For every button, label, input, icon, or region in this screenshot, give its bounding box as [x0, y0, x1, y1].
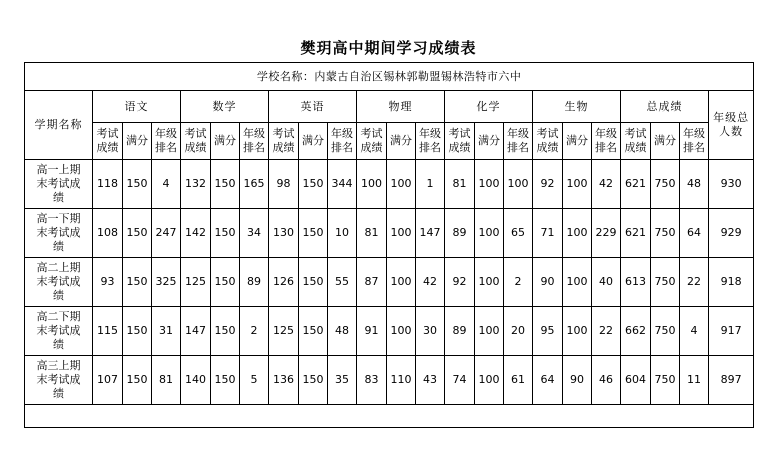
score-cell: 100 — [475, 160, 504, 209]
score-cell: 142 — [181, 209, 211, 258]
subject-header: 英语 — [269, 91, 357, 123]
score-cell: 83 — [357, 356, 387, 405]
score-cell: 100 — [475, 209, 504, 258]
score-cell: 90 — [533, 258, 563, 307]
score-cell: 55 — [328, 258, 357, 307]
sub-header: 年级排名 — [683, 127, 705, 154]
total-students-cell: 897 — [709, 356, 754, 405]
empty-footer-cell — [25, 405, 754, 428]
score-cell: 100 — [504, 160, 533, 209]
total-students-header-cell — [709, 91, 754, 160]
sub-header-cell — [475, 123, 504, 160]
score-cell: 22 — [592, 307, 621, 356]
sub-header: 考试成绩 — [536, 127, 559, 154]
sub-header: 年级排名 — [243, 127, 265, 154]
sub-header-cell — [533, 123, 563, 160]
score-cell: 150 — [299, 307, 328, 356]
row-label: 高一下期末考试成绩 — [36, 212, 81, 253]
table-row — [25, 160, 754, 209]
score-cell: 613 — [621, 258, 651, 307]
sub-header-cell — [592, 123, 621, 160]
score-cell: 100 — [563, 258, 592, 307]
score-cell: 150 — [211, 160, 240, 209]
score-cell: 100 — [387, 258, 416, 307]
score-cell: 750 — [651, 160, 680, 209]
sub-header-cell — [269, 123, 299, 160]
score-cell: 92 — [533, 160, 563, 209]
score-cell: 2 — [240, 307, 269, 356]
sub-header: 满分 — [478, 134, 500, 147]
page-title: 樊玥高中期间学习成绩表 — [300, 39, 477, 57]
score-cell: 98 — [269, 160, 299, 209]
score-cell: 89 — [445, 307, 475, 356]
score-cell: 1 — [416, 160, 445, 209]
score-cell: 150 — [211, 209, 240, 258]
row-label: 高二下期末考试成绩 — [36, 310, 81, 351]
score-cell: 165 — [240, 160, 269, 209]
score-cell: 81 — [445, 160, 475, 209]
empty-footer-row — [25, 405, 754, 428]
score-cell: 100 — [475, 307, 504, 356]
sub-header-cell — [563, 123, 592, 160]
sub-header: 考试成绩 — [360, 127, 383, 154]
score-cell: 150 — [211, 307, 240, 356]
score-cell: 100 — [475, 258, 504, 307]
score-cell: 42 — [416, 258, 445, 307]
score-cell: 147 — [416, 209, 445, 258]
score-cell: 750 — [651, 307, 680, 356]
score-cell: 74 — [445, 356, 475, 405]
sub-header-cell — [328, 123, 357, 160]
score-cell: 100 — [563, 209, 592, 258]
sub-header-cell — [387, 123, 416, 160]
score-cell: 100 — [563, 307, 592, 356]
score-cell: 118 — [93, 160, 123, 209]
row-label-cell — [25, 209, 93, 258]
score-cell: 2 — [504, 258, 533, 307]
score-cell: 89 — [445, 209, 475, 258]
score-cell: 750 — [651, 258, 680, 307]
score-cell: 64 — [533, 356, 563, 405]
score-cell: 132 — [181, 160, 211, 209]
row-label: 高二上期末考试成绩 — [36, 261, 81, 302]
score-cell: 150 — [299, 209, 328, 258]
sub-header-cell — [651, 123, 680, 160]
score-cell: 42 — [592, 160, 621, 209]
sub-header: 考试成绩 — [184, 127, 207, 154]
total-students-cell: 917 — [709, 307, 754, 356]
sub-header: 满分 — [302, 134, 324, 147]
score-cell: 89 — [240, 258, 269, 307]
score-cell: 150 — [123, 356, 152, 405]
sub-header-cell — [211, 123, 240, 160]
score-cell: 115 — [93, 307, 123, 356]
sub-header-cell — [416, 123, 445, 160]
subject-header: 数学 — [181, 91, 269, 123]
score-cell: 90 — [563, 356, 592, 405]
score-cell: 61 — [504, 356, 533, 405]
score-cell: 247 — [152, 209, 181, 258]
score-cell: 31 — [152, 307, 181, 356]
score-cell: 93 — [93, 258, 123, 307]
score-cell: 229 — [592, 209, 621, 258]
score-cell: 10 — [328, 209, 357, 258]
score-cell: 130 — [269, 209, 299, 258]
score-cell: 126 — [269, 258, 299, 307]
row-label-cell — [25, 258, 93, 307]
subject-header: 生物 — [533, 91, 621, 123]
score-cell: 46 — [592, 356, 621, 405]
score-cell: 71 — [533, 209, 563, 258]
table-row — [25, 356, 754, 405]
table-row — [25, 258, 754, 307]
total-students-cell: 930 — [709, 160, 754, 209]
subject-header: 化学 — [445, 91, 533, 123]
score-cell: 100 — [563, 160, 592, 209]
score-cell: 150 — [211, 258, 240, 307]
score-cell: 95 — [533, 307, 563, 356]
sub-header: 年级排名 — [331, 127, 353, 154]
score-cell: 87 — [357, 258, 387, 307]
score-cell: 150 — [123, 307, 152, 356]
sub-header: 满分 — [390, 134, 412, 147]
row-label-cell — [25, 356, 93, 405]
sub-header-cell — [181, 123, 211, 160]
sub-header-cell — [357, 123, 387, 160]
score-cell: 11 — [680, 356, 709, 405]
score-cell: 5 — [240, 356, 269, 405]
score-cell: 150 — [299, 258, 328, 307]
score-cell: 4 — [680, 307, 709, 356]
score-cell: 48 — [680, 160, 709, 209]
sub-header: 考试成绩 — [272, 127, 295, 154]
score-cell: 150 — [123, 209, 152, 258]
score-cell: 621 — [621, 160, 651, 209]
subject-header: 总成绩 — [621, 91, 709, 123]
score-cell: 100 — [475, 356, 504, 405]
score-cell: 43 — [416, 356, 445, 405]
period-header: 学期名称 — [25, 91, 93, 160]
score-cell: 140 — [181, 356, 211, 405]
score-cell: 750 — [651, 356, 680, 405]
score-cell: 100 — [357, 160, 387, 209]
score-cell: 64 — [680, 209, 709, 258]
grades-table — [24, 62, 754, 428]
sub-header: 满分 — [566, 134, 588, 147]
row-label: 高三上期末考试成绩 — [36, 359, 81, 400]
sub-header: 年级排名 — [595, 127, 617, 154]
total-students-cell: 918 — [709, 258, 754, 307]
score-cell: 325 — [152, 258, 181, 307]
sub-header: 满分 — [214, 134, 236, 147]
score-cell: 65 — [504, 209, 533, 258]
score-cell: 110 — [387, 356, 416, 405]
sub-header-cell — [240, 123, 269, 160]
score-cell: 48 — [328, 307, 357, 356]
sub-header: 考试成绩 — [96, 127, 119, 154]
score-cell: 344 — [328, 160, 357, 209]
score-cell: 604 — [621, 356, 651, 405]
score-cell: 100 — [387, 160, 416, 209]
score-cell: 91 — [357, 307, 387, 356]
total-students-header: 年级总人数 — [713, 111, 750, 138]
sub-header: 年级排名 — [155, 127, 177, 154]
total-students-cell: 929 — [709, 209, 754, 258]
score-cell: 20 — [504, 307, 533, 356]
score-cell: 100 — [387, 307, 416, 356]
sub-header-cell — [680, 123, 709, 160]
score-cell: 662 — [621, 307, 651, 356]
sub-header-cell — [152, 123, 181, 160]
sub-header-cell — [621, 123, 651, 160]
score-cell: 125 — [181, 258, 211, 307]
score-cell: 136 — [269, 356, 299, 405]
sub-header-cell — [504, 123, 533, 160]
sub-header-cell — [299, 123, 328, 160]
score-cell: 40 — [592, 258, 621, 307]
score-cell: 4 — [152, 160, 181, 209]
score-cell: 34 — [240, 209, 269, 258]
score-cell: 150 — [123, 258, 152, 307]
score-cell: 22 — [680, 258, 709, 307]
score-cell: 150 — [123, 160, 152, 209]
sub-header: 考试成绩 — [448, 127, 471, 154]
score-cell: 92 — [445, 258, 475, 307]
score-cell: 100 — [387, 209, 416, 258]
sub-header: 满分 — [654, 134, 676, 147]
subject-header: 语文 — [93, 91, 181, 123]
sub-header: 满分 — [126, 134, 148, 147]
score-cell: 750 — [651, 209, 680, 258]
subject-header: 物理 — [357, 91, 445, 123]
row-label-cell — [25, 160, 93, 209]
score-cell: 35 — [328, 356, 357, 405]
score-cell: 81 — [152, 356, 181, 405]
score-cell: 621 — [621, 209, 651, 258]
row-label: 高一上期末考试成绩 — [36, 163, 81, 204]
row-label-cell — [25, 307, 93, 356]
sub-header: 年级排名 — [419, 127, 441, 154]
score-cell: 107 — [93, 356, 123, 405]
score-cell: 147 — [181, 307, 211, 356]
score-cell: 125 — [269, 307, 299, 356]
score-cell: 30 — [416, 307, 445, 356]
score-cell: 150 — [299, 160, 328, 209]
table-row — [25, 209, 754, 258]
table-row — [25, 307, 754, 356]
score-cell: 81 — [357, 209, 387, 258]
school-name: 学校名称：内蒙古自治区锡林郭勒盟锡林浩特市六中 — [25, 63, 754, 91]
sub-header-cell — [123, 123, 152, 160]
score-cell: 108 — [93, 209, 123, 258]
sub-header-cell — [93, 123, 123, 160]
score-cell: 150 — [211, 356, 240, 405]
sub-header: 考试成绩 — [624, 127, 647, 154]
sub-header: 年级排名 — [507, 127, 529, 154]
score-cell: 150 — [299, 356, 328, 405]
sub-header-cell — [445, 123, 475, 160]
